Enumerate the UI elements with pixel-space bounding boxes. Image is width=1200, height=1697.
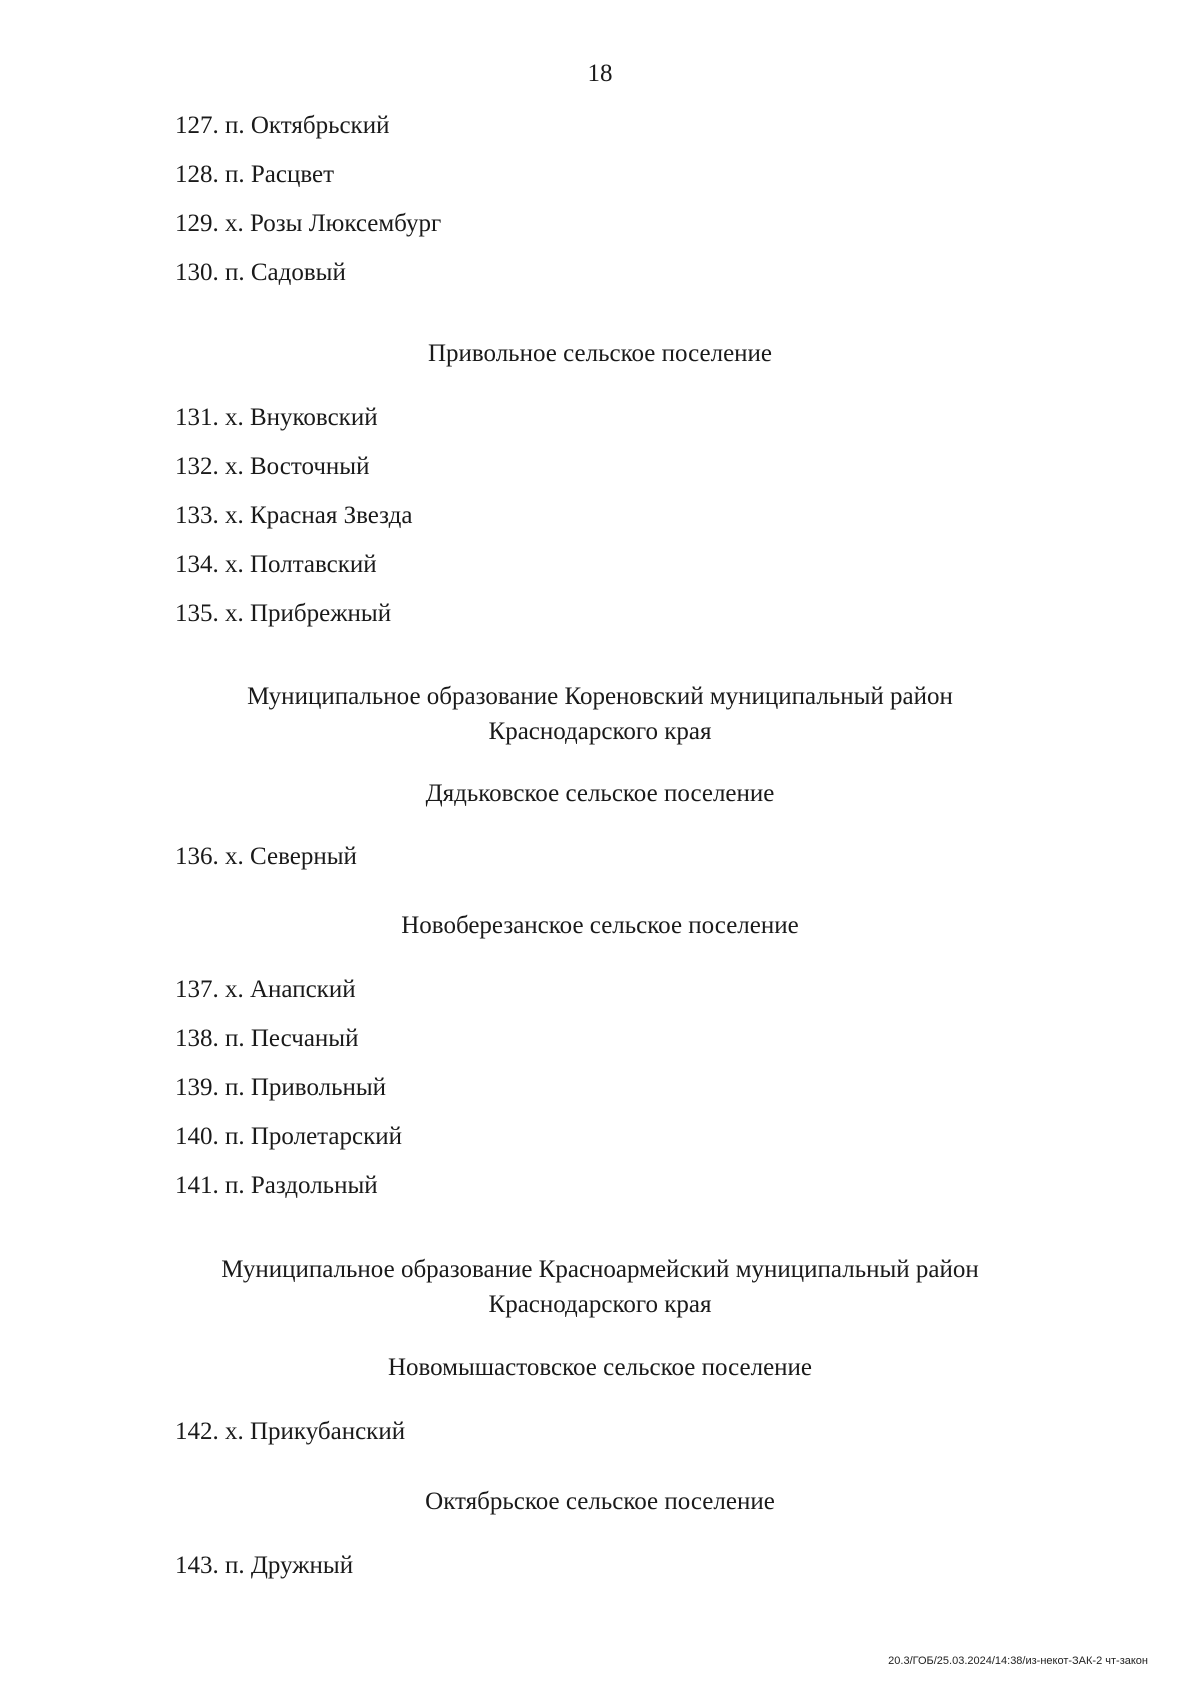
list-item: 137. х. Анапский — [175, 976, 356, 1003]
list-item: 132. х. Восточный — [175, 453, 370, 480]
list-item: 134. х. Полтавский — [175, 551, 377, 578]
municipality-heading-krasnoarmeysky-line1: Муниципальное образование Красноармейский муниципальный район — [221, 1256, 979, 1283]
list-item: 142. х. Прикубанский — [175, 1418, 406, 1445]
page-number: 18 — [587, 60, 613, 87]
section-heading-dyadkovskoe: Дядьковское сельское поселение — [425, 780, 775, 807]
list-item: 127. п. Октябрьский — [175, 112, 390, 139]
list-item: 129. х. Розы Люксембург — [175, 210, 442, 237]
list-item: 143. п. Дружный — [175, 1552, 354, 1579]
list-item: 130. п. Садовый — [175, 259, 346, 286]
list-item: 133. х. Красная Звезда — [175, 502, 413, 529]
list-item: 136. х. Северный — [175, 843, 357, 870]
list-item: 140. п. Пролетарский — [175, 1123, 403, 1150]
list-item: 131. х. Внуковский — [175, 404, 378, 431]
list-item: 139. п. Привольный — [175, 1074, 387, 1101]
list-item: 135. х. Прибрежный — [175, 600, 392, 627]
list-item: 128. п. Расцвет — [175, 161, 335, 188]
municipality-heading-korenovsky-line1: Муниципальное образование Кореновский муниципальный район — [247, 683, 953, 710]
section-heading-oktyabrskoe: Октябрьское сельское поселение — [425, 1488, 775, 1515]
list-item: 138. п. Песчаный — [175, 1025, 359, 1052]
municipality-heading-korenovsky-line2: Краснодарского края — [488, 718, 712, 745]
list-item: 141. п. Раздольный — [175, 1172, 378, 1199]
section-heading-novomyshastovskoe: Новомышастовское сельское поселение — [387, 1354, 813, 1381]
footer-document-code: 20.3/ГОБ/25.03.2024/14:38/из-некот-ЗАК-2 чт-закон — [888, 1655, 1148, 1667]
section-heading-privolnoe: Привольное сельское поселение — [427, 340, 773, 367]
section-heading-novoberezanskoe: Новоберезанское сельское поселение — [401, 912, 799, 939]
municipality-heading-krasnoarmeysky-line2: Краснодарского края — [488, 1291, 712, 1318]
